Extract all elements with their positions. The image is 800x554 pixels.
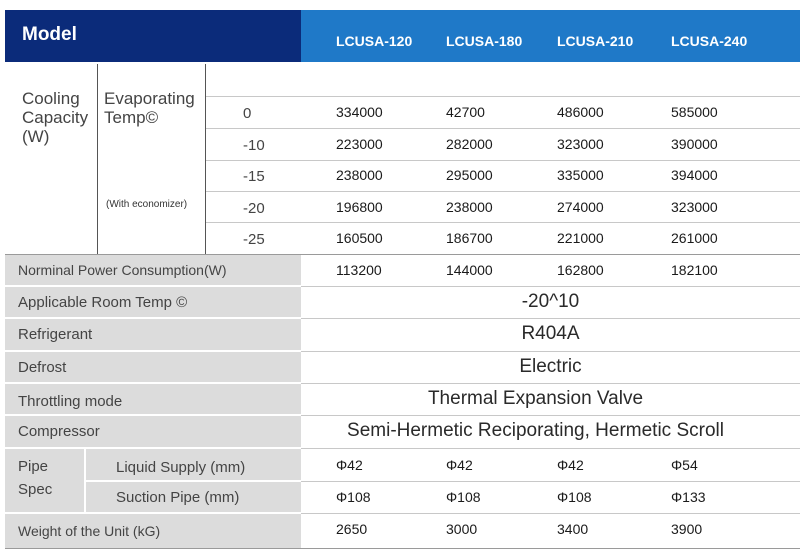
economizer-note: (With economizer) [106, 199, 188, 210]
power-value: 162800 [557, 262, 604, 278]
liquid-supply-label: Liquid Supply (mm) [116, 459, 246, 476]
model-name-4: LCUSA-240 [671, 33, 748, 49]
weight-label: Weight of the Unit (kG) [18, 523, 161, 539]
capacity-value: 486000 [557, 104, 604, 120]
capacity-value: 274000 [557, 199, 604, 215]
capacity-value: 585000 [671, 104, 718, 120]
divider [206, 96, 800, 97]
throttling-value: Thermal Expansion Valve [427, 388, 644, 409]
capacity-value: 238000 [446, 199, 493, 215]
cooling-capacity-label: Capacity [22, 108, 89, 127]
divider [84, 449, 86, 512]
refrigerant-label: Refrigerant [18, 326, 93, 343]
divider [301, 481, 800, 482]
capacity-value: 335000 [557, 167, 604, 183]
cooling-capacity-unit: (W) [22, 127, 50, 146]
model-label: Model [22, 24, 77, 45]
capacity-value: 394000 [671, 167, 718, 183]
power-label: Norminal Power Consumption(W) [18, 262, 227, 278]
power-value: 113200 [336, 262, 382, 278]
defrost-value: Electric [519, 356, 582, 377]
divider [301, 318, 800, 319]
evap-temp-value: -20 [243, 200, 265, 217]
divider [206, 191, 800, 192]
divider [206, 222, 800, 223]
capacity-value: 390000 [671, 136, 718, 152]
evap-temp-value: -25 [243, 231, 265, 248]
pipe-spec-label: Spec [18, 481, 53, 498]
power-value: 182100 [671, 262, 718, 278]
cooling-capacity-label: Cooling [22, 89, 80, 108]
suction-pipe-value: Φ108 [557, 489, 592, 505]
divider [206, 128, 800, 129]
evap-temp-value: -15 [243, 168, 265, 185]
evap-temp-value: 0 [243, 105, 252, 122]
divider [5, 447, 301, 449]
evap-temp-value: -10 [243, 137, 265, 154]
liquid-supply-value: Φ54 [671, 457, 698, 473]
refrigerant-value: R404A [521, 323, 580, 344]
weight-value: 3400 [557, 521, 589, 537]
capacity-value: 334000 [336, 104, 383, 120]
divider [301, 513, 800, 514]
divider [5, 548, 800, 549]
room-temp-label: Applicable Room Temp © [18, 294, 188, 311]
divider [301, 415, 800, 416]
model-name-3: LCUSA-210 [557, 33, 634, 49]
liquid-supply-value: Φ42 [446, 457, 473, 473]
weight-value: 3900 [671, 521, 703, 537]
capacity-value: 186700 [446, 230, 493, 246]
divider [301, 351, 800, 352]
divider [97, 64, 98, 254]
divider [5, 254, 800, 255]
evaporating-temp-label: Temp© [104, 108, 159, 127]
divider [5, 512, 301, 514]
capacity-value: 323000 [671, 199, 718, 215]
divider [301, 383, 800, 384]
capacity-value: 42700 [446, 104, 485, 120]
defrost-label: Defrost [18, 359, 67, 376]
pipe-spec-label: Pipe [18, 458, 49, 475]
compressor-value: Semi-Hermetic Reciporating, Hermetic Scroll [347, 420, 724, 441]
liquid-supply-value: Φ42 [557, 457, 584, 473]
capacity-value: 282000 [446, 136, 493, 152]
divider [5, 414, 301, 416]
capacity-value: 261000 [671, 230, 718, 246]
weight-value: 2650 [336, 521, 368, 537]
suction-pipe-label: Suction Pipe (mm) [116, 489, 240, 506]
divider [5, 350, 301, 352]
divider [5, 382, 301, 384]
divider [205, 64, 206, 254]
capacity-value: 221000 [557, 230, 604, 246]
evaporating-temp-label: Evaporating [104, 89, 195, 108]
room-temp-value: -20^10 [521, 291, 580, 312]
capacity-value: 238000 [336, 167, 383, 183]
divider [206, 160, 800, 161]
model-name-2: LCUSA-180 [446, 33, 523, 49]
suction-pipe-value: Φ108 [446, 489, 481, 505]
capacity-value: 223000 [336, 136, 383, 152]
capacity-value: 196800 [336, 199, 383, 215]
capacity-value: 295000 [446, 167, 493, 183]
capacity-value: 160500 [336, 230, 383, 246]
divider [5, 317, 301, 319]
divider [301, 448, 800, 449]
power-value: 144000 [446, 262, 493, 278]
suction-pipe-value: Φ133 [671, 489, 706, 505]
divider [85, 480, 301, 482]
liquid-supply-value: Φ42 [336, 457, 363, 473]
divider [301, 286, 800, 287]
suction-pipe-value: Φ108 [336, 489, 371, 505]
throttling-label: Throttling mode [18, 393, 123, 410]
weight-value: 3000 [446, 521, 478, 537]
capacity-value: 323000 [557, 136, 604, 152]
compressor-label: Compressor [18, 423, 100, 440]
model-name-1: LCUSA-120 [336, 33, 413, 49]
